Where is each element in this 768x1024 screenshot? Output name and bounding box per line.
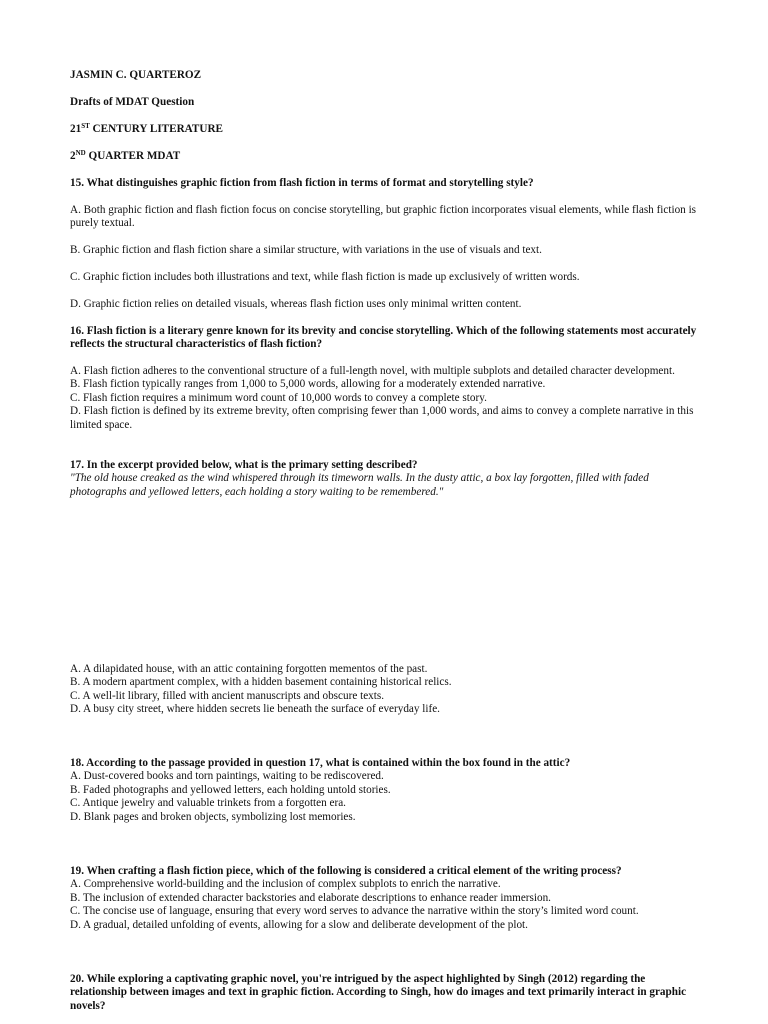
q16-option-c: C. Flash fiction requires a minimum word count of 10,000 words to convey a complete story.: [70, 391, 487, 404]
q16-option-a: A. Flash fiction adheres to the conventional structure of a full-length novel, with multiple subplots and detailed character development.: [70, 365, 675, 377]
q19-option-d: D. A gradual, detailed unfolding of events, allowing for a slow and deliberate development of the plot.: [70, 918, 528, 931]
question-18-block: [70, 757, 700, 824]
question-18: 18. According to the passage provided in question 17, what is contained within the box found in the attic?: [70, 757, 571, 769]
q16-option-d: D. Flash fiction is defined by its extreme brevity, often comprising fewer than 1,000 words, and aims to convey a complete narrative in this limited space.: [70, 405, 694, 431]
question-15: 15. What distinguishes graphic fiction from flash fiction in terms of format and storytelling style?: [70, 177, 534, 189]
question-19: 19. When crafting a flash fiction piece, which of the following is considered a critical element of the writing process?: [70, 865, 622, 877]
q15-option-b: B. Graphic fiction and flash fiction share a similar structure, with variations in the use of visuals and text.: [70, 244, 542, 256]
q16-options: [70, 365, 700, 432]
document-subtitle: Drafts of MDAT Question: [70, 96, 195, 108]
q15-option-d: D. Graphic fiction relies on detailed visuals, whereas flash fiction uses only minimal written content.: [70, 298, 522, 310]
q17-option-d: D. A busy city street, where hidden secrets lie beneath the surface of everyday life.: [70, 703, 440, 716]
q19-option-a: A. Comprehensive world-building and the inclusion of complex subplots to enrich the narrative.: [70, 878, 501, 891]
q17-option-b: B. A modern apartment complex, with a hidden basement containing historical relics.: [70, 676, 452, 689]
subject-heading: 21ST CENTURY LITERATURE: [70, 122, 224, 135]
q19-option-b: B. The inclusion of extended character backstories and elaborate descriptions to enhance reader immersion.: [70, 891, 551, 904]
q17-option-c: C. A well-lit library, filled with ancient manuscripts and obscure texts.: [70, 689, 385, 702]
q17-excerpt: "The old house creaked as the wind whispered through its timeworn walls. In the dusty attic, a box lay forgotten, filled with faded photographs and yellowed letters, each holding a story waiting to be remembered.": [70, 472, 649, 498]
q18-option-d: D. Blank pages and broken objects, symbolizing lost memories.: [70, 810, 356, 823]
question-20: 20. While exploring a captivating graphic novel, you're intrigued by the aspect highlighted by Singh (2012) regarding the relationship between images and text in graphic fiction. According to Singh, how do images and text primarily interact in graphic novels?: [70, 973, 687, 1012]
q17-option-a: A. A dilapidated house, with an attic containing forgotten mementos of the past.: [70, 663, 428, 675]
author-name: JASMIN C. QUARTEROZ: [70, 69, 202, 81]
q15-option-c: C. Graphic fiction includes both illustrations and text, while flash fiction is made up exclusively of written words.: [70, 271, 580, 283]
question-16: 16. Flash fiction is a literary genre known for its brevity and concise storytelling. Which of the following statements most accurately reflects the structural characteristics of flash fiction?: [70, 325, 697, 351]
q19-option-c: C. The concise use of language, ensuring that every word serves to advance the narrative within the story’s limited word count.: [70, 905, 639, 918]
quarter-heading: 2ND QUARTER MDAT: [70, 149, 181, 162]
q18-option-b: B. Faded photographs and yellowed letters, each holding untold stories.: [70, 783, 391, 796]
question-19-block: [70, 865, 700, 932]
q18-option-a: A. Dust-covered books and torn paintings, waiting to be rediscovered.: [70, 770, 384, 783]
q18-option-c: C. Antique jewelry and valuable trinkets from a forgotten era.: [70, 797, 346, 810]
question-17-block: [70, 459, 700, 499]
question-17: 17. In the excerpt provided below, what is the primary setting described?: [70, 459, 418, 471]
q16-option-b: B. Flash fiction typically ranges from 1,000 to 5,000 words, allowing for a moderately extended narrative.: [70, 378, 546, 391]
q17-options: [70, 663, 700, 717]
q15-option-a: A. Both graphic fiction and flash fiction focus on concise storytelling, but graphic fiction incorporates visual elements, while flash fiction is purely textual.: [70, 204, 697, 230]
